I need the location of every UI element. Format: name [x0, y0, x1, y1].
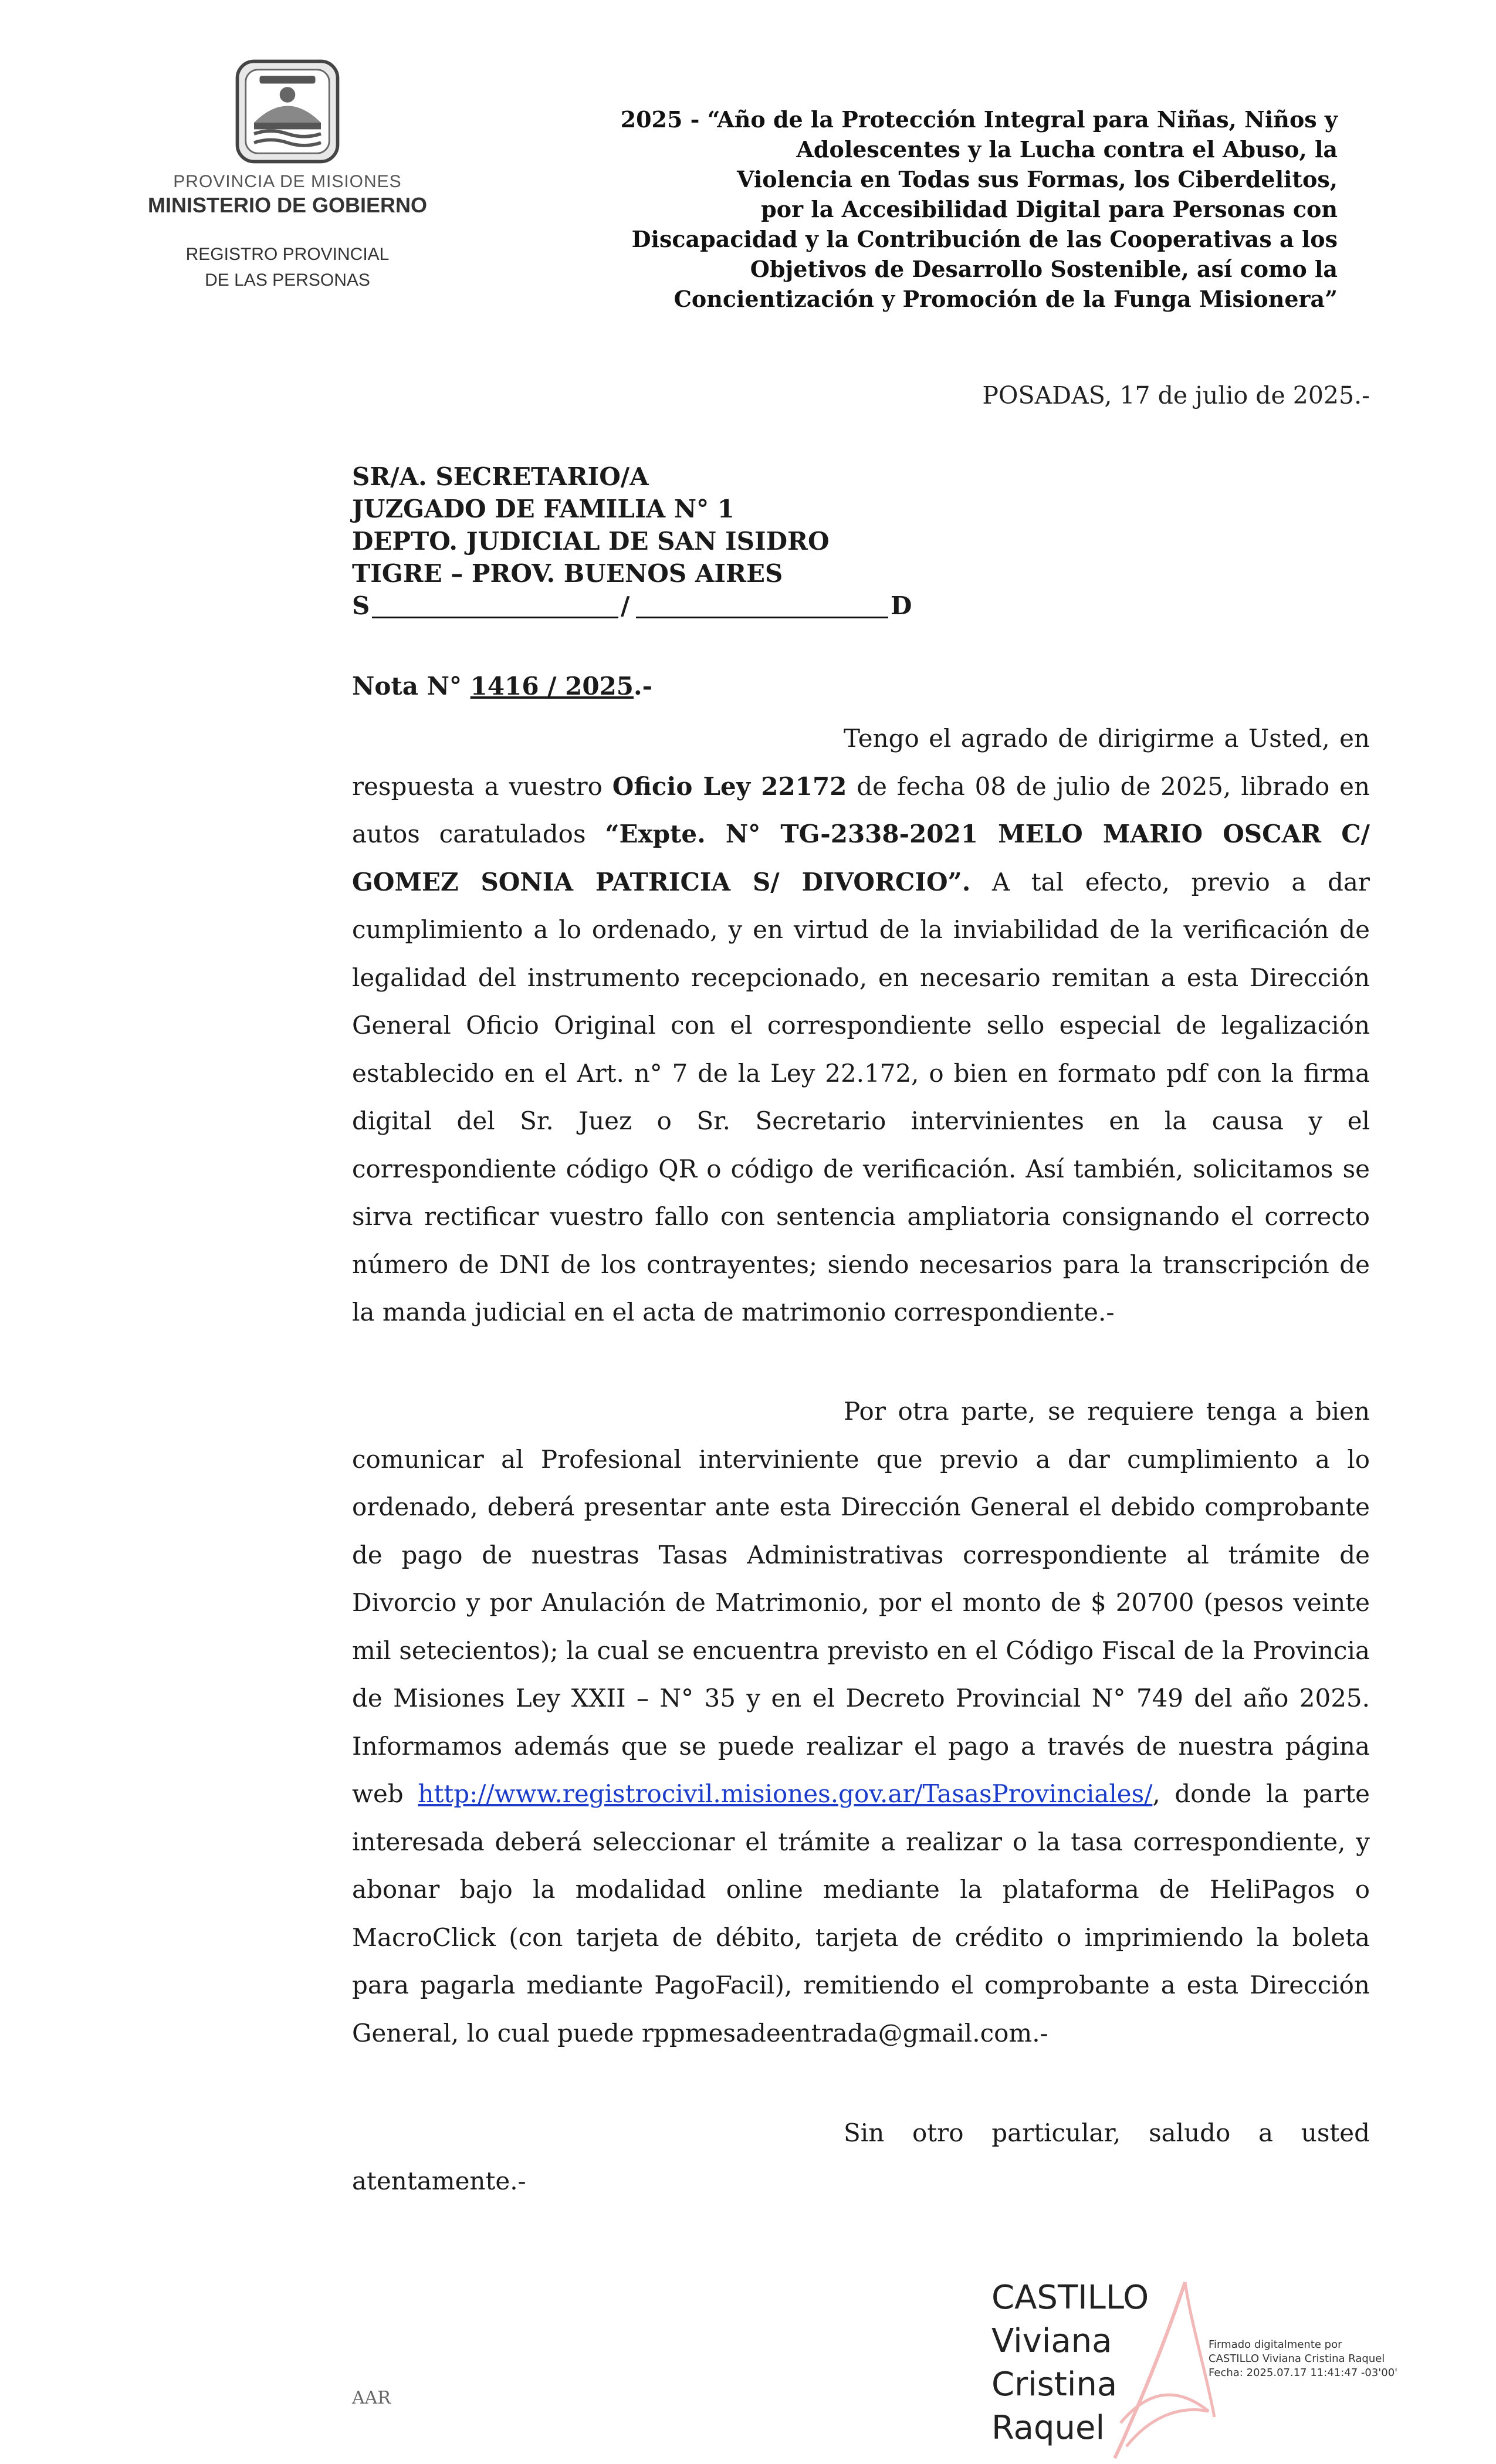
- registry-line-1: REGISTRO PROVINCIAL: [185, 245, 390, 264]
- body-paragraph-1: [352, 715, 1370, 1336]
- text-run: Tengo el agrado de dirigirme a Usted, en respuesta a vuestro: [352, 724, 1370, 801]
- motto-line: por la Accesibilidad Digital para Personas con: [761, 196, 1338, 222]
- signer-name-line: Viviana: [991, 2322, 1112, 2360]
- oficio-reference: Oficio Ley 22172: [612, 771, 847, 801]
- date-line: POSADAS, 17 de julio de 2025.-: [982, 381, 1370, 409]
- motto-line: Violencia en Todas sus Formas, los Ciberdelitos,: [737, 166, 1338, 192]
- recipient-line: TIGRE – PROV. BUENOS AIRES: [352, 559, 783, 588]
- provincial-seal-icon: [232, 56, 343, 167]
- closing-paragraph: [352, 2109, 1370, 2205]
- registry-name: [164, 242, 411, 293]
- case-title: “Expte. N° TG-2338-2021 MELO MARIO OSCAR C/ GOMEZ SONIA PATRICIA S/ DIVORCIO”.: [352, 820, 1370, 896]
- recipient-line: SR/A. SECRETARIO/A: [352, 462, 649, 491]
- note-value: 1416 / 2025: [470, 672, 634, 700]
- text-run: de fecha 08 de julio de 2025, librado en autos caratulados: [352, 771, 1370, 848]
- text-run: Por otra parte, se requiere tenga a bien comunicar al Profesional interviniente que previo a dar cumplimiento a lo ordenado, deberá presentar ante esta Dirección General el debido comprobante de pago de nuestras Tasas Administrativas correspondiente al trámite de Divorcio y por Anulación de Matrimonio, por el monto de $ 20700 (pesos veinte mil setecientos); la cual se encuentra previsto en el Código Fiscal de la Provincia de Misiones Ley XXII – N° 35 y en el Decreto Provincial N° 749 del año 2025. Informamos además que se puede realizar el pago a través de nuestra página web: [352, 1397, 1370, 1808]
- note-label: Nota N°: [352, 672, 471, 700]
- stamp-line: CASTILLO Viviana Cristina Raquel: [1209, 2353, 1385, 2365]
- d-letter: D: [891, 591, 912, 620]
- underline: [636, 617, 888, 618]
- typist-initials: AAR: [352, 2388, 391, 2408]
- signer-name-line: Raquel: [991, 2409, 1105, 2447]
- text-run: A tal efecto, previo a dar cumplimiento a lo ordenado, y en virtud de la inviabilidad de la verificación de legalidad del instrumento recepcionado, en necesario remitan a esta Dirección General Oficio Original con el correspondiente sello especial de legalización establecido en el Art. n° 7 de la Ley 22.172, o bien en formato pdf con la firma digital del Sr. Juez o Sr. Secretario intervinientes en la causa y el correspondiente código QR o código de verificación. Así también, solicitamos se sirva rectificar vuestro fallo con sentencia ampliatoria consignando el correcto número de DNI de los contrayentes; siendo necesarios para la transcripción de la manda judicial en el acta de matrimonio correspondiente.-: [352, 867, 1370, 1326]
- motto-line: Objetivos de Desarrollo Sostenible, así como la: [750, 256, 1338, 282]
- ministry-name: MINISTERIO DE GOBIERNO: [147, 193, 428, 217]
- province-name: PROVINCIA DE MISIONES: [173, 172, 402, 191]
- s-letter: S: [352, 591, 370, 620]
- body-paragraph-2: [352, 1387, 1370, 2057]
- year-motto: [563, 104, 1338, 314]
- digital-signature-stamp: [1209, 2338, 1397, 2380]
- motto-line: 2025 - “Año de la Protección Integral para Niñas, Niños y: [620, 106, 1338, 133]
- stamp-line: Fecha: 2025.07.17 11:41:47 -03'00': [1209, 2367, 1398, 2379]
- salutation-sd-line: [352, 590, 912, 622]
- text-run: , donde la parte interesada deberá seleccionar el trámite a realizar o la tasa correspondiente, y abonar bajo la modalidad online mediante la plataforma de HeliPagos o MacroClick (con tarjeta de débito, tarjeta de crédito o imprimiendo la boleta para pagarla mediante PagoFacil), remitiendo el comprobante a esta Dirección General, lo cual puede rppmesadeentrada@gmail.com.-: [352, 1779, 1370, 2047]
- registry-line-2: DE LAS PERSONAS: [205, 270, 370, 290]
- signer-name: [991, 2276, 1149, 2450]
- signer-name-line: CASTILLO: [991, 2279, 1149, 2317]
- ministry-logo: [129, 56, 446, 218]
- underline: [372, 617, 618, 618]
- note-number: [352, 672, 652, 700]
- signer-name-line: Cristina: [991, 2365, 1118, 2404]
- recipient-line: JUZGADO DE FAMILIA N° 1: [352, 495, 735, 523]
- motto-line: Concientización y Promoción de la Funga Misionera”: [673, 286, 1338, 312]
- slash: /: [621, 591, 630, 620]
- tasas-link[interactable]: http://www.registrocivil.misiones.gov.ar/TasasProvinciales/: [418, 1779, 1153, 1808]
- recipient-block: [352, 461, 939, 622]
- stamp-line: Firmado digitalmente por: [1209, 2338, 1342, 2351]
- text-run: Sin otro particular, saludo a usted atentamente.-: [352, 2118, 1370, 2195]
- motto-line: Adolescentes y la Lucha contra el Abuso, la: [796, 136, 1338, 163]
- motto-line: Discapacidad y la Contribución de las Cooperativas a los: [631, 226, 1338, 252]
- recipient-line: DEPTO. JUDICIAL DE SAN ISIDRO: [352, 527, 830, 556]
- note-suffix: .-: [634, 672, 653, 700]
